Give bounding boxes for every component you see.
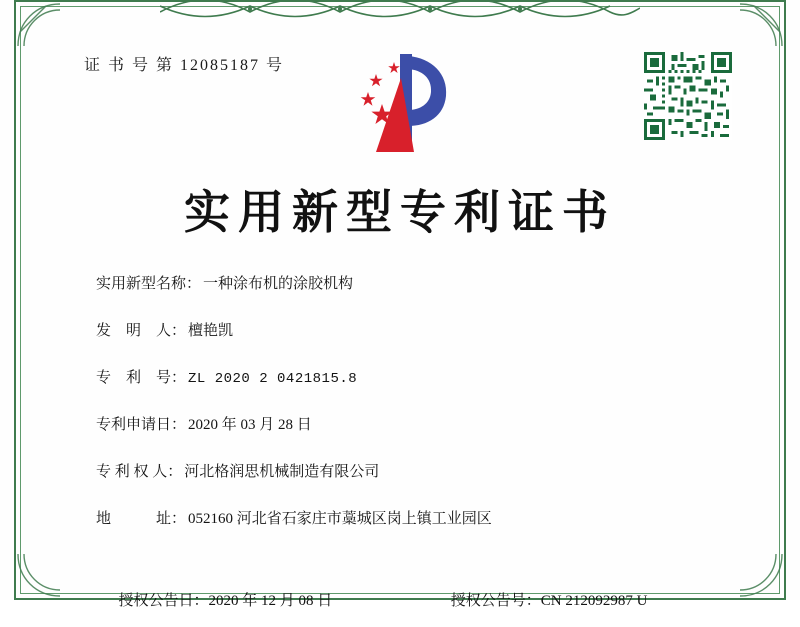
grant-number-label: 授权公告号： xyxy=(450,593,541,609)
field-value: 河北格润思机械制造有限公司 xyxy=(184,464,380,480)
grant-date-label: 授权公告日： xyxy=(118,593,209,609)
grant-date-value: 2020 年 12 月 08 日 xyxy=(208,593,333,609)
field-utility-model-name xyxy=(96,272,740,293)
qr-code-icon xyxy=(644,52,732,140)
field-label: 发 明 人： xyxy=(96,323,187,339)
field-value: 2020 年 03 月 28 日 xyxy=(188,417,312,433)
corner-ornament-top-right xyxy=(738,2,784,48)
grant-number-value: CN 212092987 U xyxy=(540,593,648,609)
field-list xyxy=(96,272,740,554)
field-label: 实用新型名称： xyxy=(96,276,202,292)
field-patent-number xyxy=(96,366,740,387)
top-ornament xyxy=(160,0,640,20)
field-value: 052160 河北省石家庄市藁城区岗上镇工业园区 xyxy=(188,511,492,527)
field-value: 一种涂布机的涂胶机构 xyxy=(203,276,354,292)
corner-ornament-bottom-left xyxy=(16,552,62,598)
field-inventor xyxy=(96,319,740,340)
field-application-date xyxy=(96,413,740,434)
certificate-number: 证 书 号 第 12085187 号 xyxy=(84,57,285,74)
field-value: 檀艳凯 xyxy=(188,323,234,339)
cnipa-patent-emblem-icon xyxy=(346,48,466,160)
field-address xyxy=(96,507,740,528)
corner-ornament-top-left xyxy=(16,2,62,48)
field-label: 专利申请日： xyxy=(96,417,187,433)
field-label: 专 利 号： xyxy=(96,370,187,386)
field-patentee xyxy=(96,460,740,481)
field-value: ZL 2020 2 0421815.8 xyxy=(188,371,358,387)
field-label: 专 利 权 人： xyxy=(96,464,183,480)
page-title: 实用新型专利证书 xyxy=(184,187,616,238)
field-label: 地 址： xyxy=(96,511,187,527)
